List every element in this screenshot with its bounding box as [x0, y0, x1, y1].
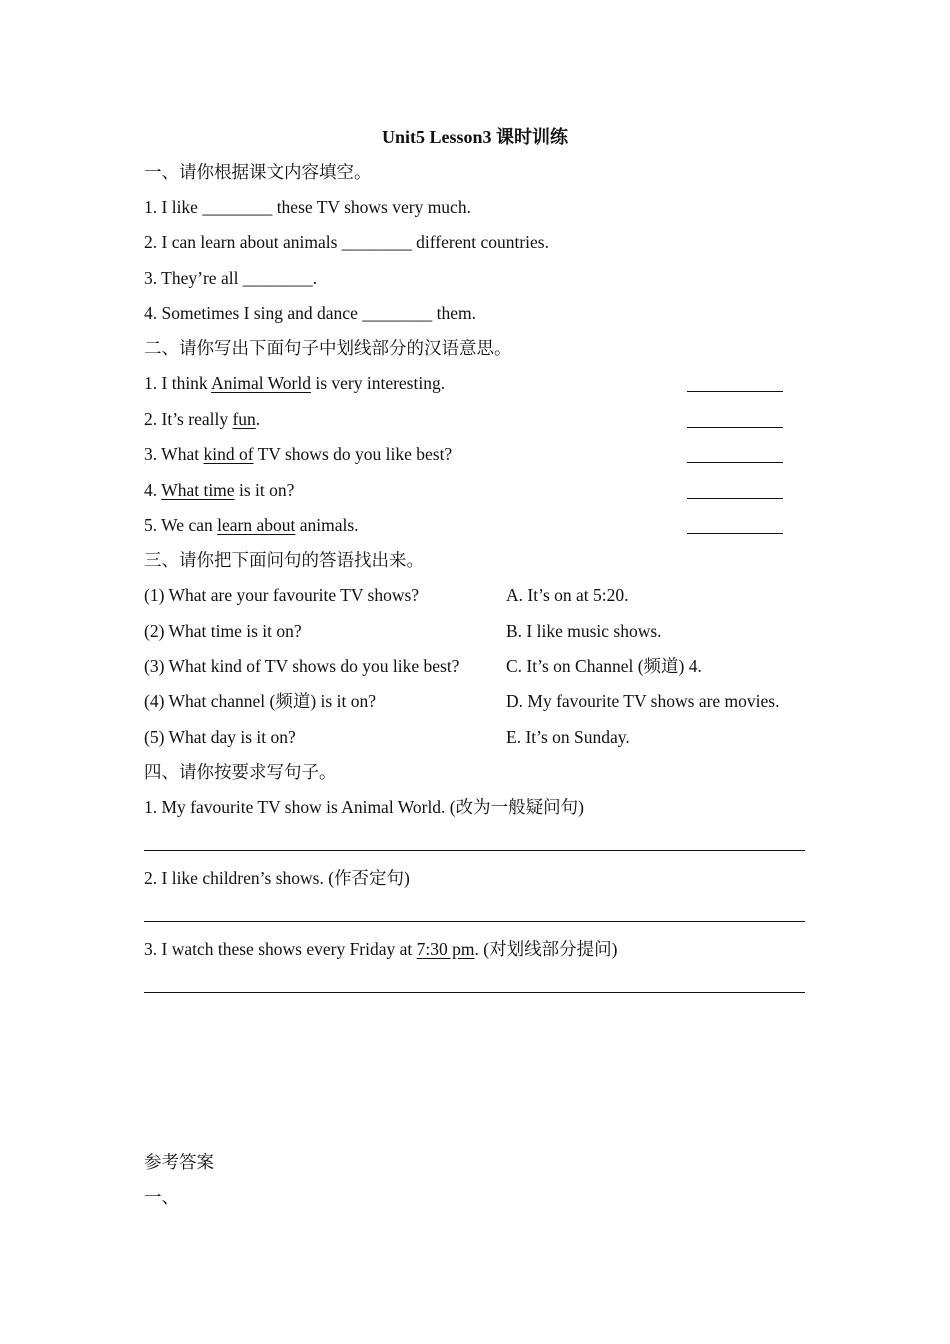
- rewrite-item-1: 1. My favourite TV show is Animal World. (改为一般疑问句): [144, 797, 584, 817]
- fill-blank-item-2: 2. I can learn about animals ________ different countries.: [144, 232, 549, 252]
- answer-option-c: C. It’s on Channel (频道) 4.: [506, 656, 702, 676]
- writing-line-1[interactable]: [144, 850, 805, 851]
- question-3: (3) What kind of TV shows do you like best?: [144, 656, 460, 676]
- answer-blank-3[interactable]: [687, 462, 783, 463]
- answer-blank-2[interactable]: [687, 427, 783, 428]
- rewrite-item-3: 3. I watch these shows every Friday at 7:30 pm. (对划线部分提问): [144, 939, 618, 959]
- underlined-phrase: learn about: [217, 515, 296, 535]
- fill-blank-item-4: 4. Sometimes I sing and dance ________ them.: [144, 303, 476, 323]
- fill-blank-item-1: 1. I like ________ these TV shows very much.: [144, 197, 471, 217]
- underlined-phrase: kind of: [203, 444, 254, 464]
- question-2: (2) What time is it on?: [144, 621, 302, 641]
- section4-heading: 四、请你按要求写句子。: [144, 762, 337, 782]
- translate-item-1: 1. I think Animal World is very interesting.: [144, 373, 446, 393]
- question-4: (4) What channel (频道) is it on?: [144, 691, 376, 711]
- answer-key-heading: 参考答案: [144, 1152, 214, 1172]
- answer-blank-5[interactable]: [687, 533, 783, 534]
- translate-item-3: 3. What kind of TV shows do you like best?: [144, 444, 453, 464]
- fill-blank-item-3: 3. They’re all ________.: [144, 268, 318, 288]
- translate-item-4: 4. What time is it on?: [144, 480, 295, 500]
- answer-blank-1[interactable]: [687, 391, 783, 392]
- section3-heading: 三、请你把下面问句的答语找出来。: [144, 550, 424, 570]
- page-title: Unit5 Lesson3 课时训练: [381, 127, 569, 147]
- answer-option-e: E. It’s on Sunday.: [506, 727, 630, 747]
- underlined-phrase: What time: [161, 480, 235, 500]
- section2-heading: 二、请你写出下面句子中划线部分的汉语意思。: [144, 338, 512, 358]
- question-5: (5) What day is it on?: [144, 727, 296, 747]
- answer-blank-4[interactable]: [687, 498, 783, 499]
- answer-option-a: A. It’s on at 5:20.: [506, 585, 629, 605]
- writing-line-2[interactable]: [144, 921, 805, 922]
- translate-item-5: 5. We can learn about animals.: [144, 515, 359, 535]
- translate-item-2: 2. It’s really fun.: [144, 409, 261, 429]
- rewrite-item-2: 2. I like children’s shows. (作否定句): [144, 868, 410, 888]
- underlined-phrase: Animal World: [211, 373, 311, 393]
- underlined-phrase: fun: [232, 409, 256, 429]
- section1-heading: 一、请你根据课文内容填空。: [144, 162, 372, 182]
- writing-line-3[interactable]: [144, 992, 805, 993]
- answer-option-b: B. I like music shows.: [506, 621, 662, 641]
- underlined-phrase: 7:30 pm: [416, 939, 475, 959]
- answer-option-d: D. My favourite TV shows are movies.: [506, 691, 780, 711]
- answer-key-part1: 一、: [144, 1187, 179, 1207]
- question-1: (1) What are your favourite TV shows?: [144, 585, 420, 605]
